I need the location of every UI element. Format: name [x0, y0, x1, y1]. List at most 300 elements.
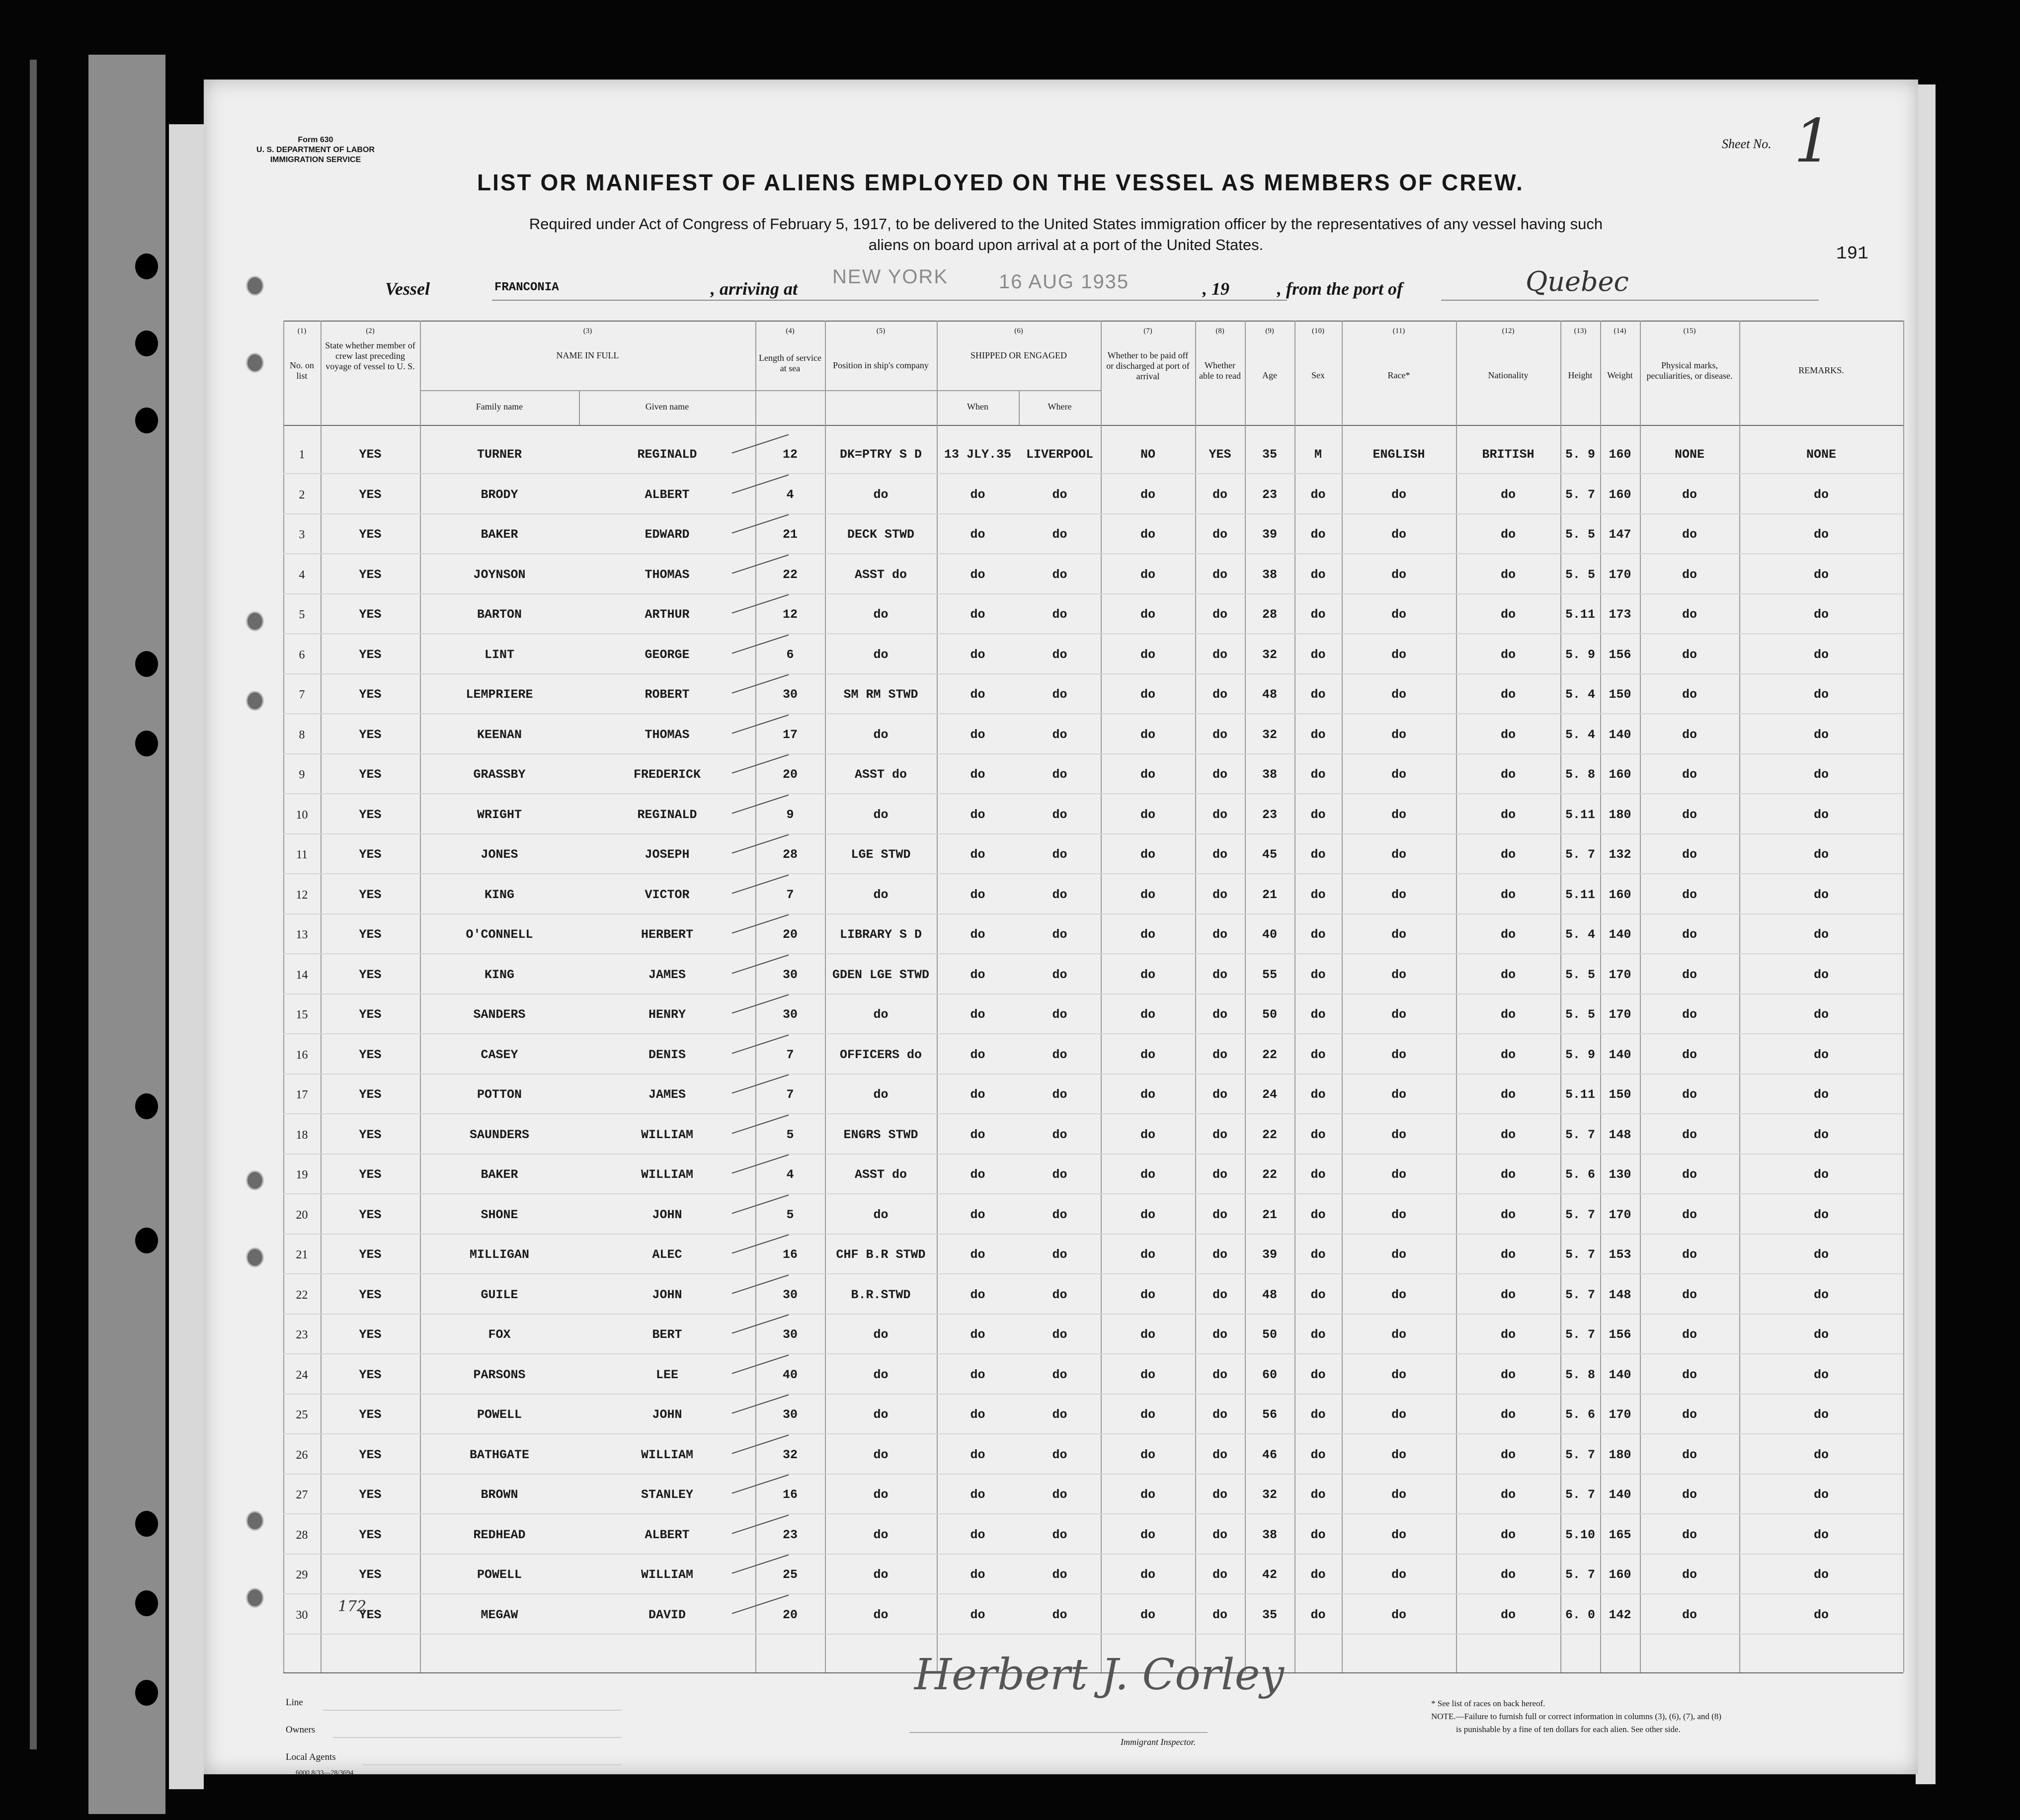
cell-pos: ASST do	[854, 1167, 907, 1182]
line-label: Line	[286, 1697, 303, 1708]
column-number: (7)	[1143, 327, 1152, 335]
cell-family: PARSONS	[473, 1367, 526, 1382]
column-number: (15)	[1683, 327, 1696, 335]
cell-when: do	[970, 567, 985, 582]
cell-read: do	[1212, 687, 1227, 702]
cell-age: 21	[1262, 1207, 1277, 1222]
cell-family: KEENAN	[477, 727, 522, 742]
cell-wt: 148	[1609, 1127, 1631, 1142]
cell-pos: ASST do	[854, 767, 907, 782]
column-divider	[1101, 321, 1102, 1672]
cell-paid: do	[1140, 847, 1155, 862]
cell-us: YES	[359, 1367, 382, 1382]
cell-when: do	[970, 1488, 985, 1502]
cell-age: 32	[1262, 1488, 1277, 1502]
cell-read: do	[1212, 927, 1227, 942]
cell-pos: do	[873, 1367, 889, 1382]
cell-sex: do	[1310, 727, 1326, 742]
cell-family: O'CONNELL	[466, 927, 533, 942]
cell-family: SHONE	[481, 1207, 518, 1222]
cell-len: 40	[782, 1367, 798, 1382]
cell-age: 24	[1262, 1087, 1277, 1102]
row-rule	[283, 593, 1903, 594]
cell-us: YES	[359, 927, 382, 942]
cell-race: do	[1391, 727, 1406, 742]
vessel-underline	[492, 300, 1287, 301]
cell-read: do	[1212, 1367, 1227, 1382]
cell-us: YES	[359, 1527, 382, 1542]
cell-race: do	[1391, 1407, 1406, 1422]
cell-len: 22	[782, 567, 798, 582]
cell-sex: do	[1310, 1367, 1326, 1382]
cell-us: YES	[359, 1447, 382, 1462]
cell-wt: 140	[1609, 1367, 1631, 1382]
column-number: (6)	[1014, 327, 1023, 335]
cell-phys: do	[1682, 1207, 1697, 1222]
cell-paid: do	[1140, 1407, 1155, 1422]
cell-nat: do	[1500, 567, 1516, 582]
column-divider	[1903, 321, 1904, 1672]
cell-when: do	[970, 1167, 985, 1182]
cell-us: YES	[359, 527, 382, 542]
column-number: (10)	[1312, 327, 1324, 335]
cell-len: 30	[782, 1007, 798, 1022]
cell-family: MEGAW	[481, 1607, 518, 1622]
cell-rem: do	[1813, 807, 1829, 822]
cell-rem: do	[1813, 1488, 1829, 1502]
cell-read: do	[1212, 607, 1227, 622]
cell-nat: do	[1500, 487, 1516, 502]
binder-hole	[135, 1093, 158, 1119]
cell-len: 30	[782, 1407, 798, 1422]
cell-where: do	[1052, 1367, 1067, 1382]
cell-ht: 5. 4	[1565, 687, 1595, 702]
row-rule	[283, 1033, 1903, 1034]
cell-no: 4	[299, 568, 305, 581]
cell-race: do	[1391, 1047, 1406, 1062]
cell-paid: do	[1140, 487, 1155, 502]
cell-wt: 140	[1609, 1488, 1631, 1502]
cell-paid: do	[1140, 1367, 1155, 1382]
cell-race: do	[1391, 1127, 1406, 1142]
header-paid-off: Whether to be paid off or discharged at port of arrival	[1106, 350, 1190, 381]
cell-family: SAUNDERS	[469, 1127, 530, 1142]
cell-where: do	[1052, 1167, 1067, 1182]
cell-where: do	[1052, 927, 1067, 942]
column-number: (14)	[1614, 327, 1626, 335]
cell-when: do	[970, 687, 985, 702]
cell-len: 21	[782, 527, 798, 542]
cell-no: 9	[299, 768, 305, 781]
form-number: Form 630	[298, 136, 333, 144]
cell-rem: do	[1813, 767, 1829, 782]
cell-no: 29	[296, 1569, 308, 1581]
cell-wt: 148	[1609, 1287, 1631, 1302]
cell-family: GUILE	[481, 1287, 518, 1302]
binder-rail	[88, 55, 165, 1814]
cell-read: do	[1212, 1607, 1227, 1622]
cell-sex: do	[1310, 1167, 1326, 1182]
from-port: Quebec	[1526, 266, 1629, 297]
cell-nat: do	[1500, 607, 1516, 622]
cell-where: do	[1052, 1327, 1067, 1342]
row-rule	[283, 513, 1903, 514]
cell-us: YES	[359, 1287, 382, 1302]
cell-rem: do	[1813, 1287, 1829, 1302]
cell-nat: do	[1500, 647, 1516, 662]
cell-race: ENGLISH	[1373, 447, 1425, 462]
column-divider	[1640, 321, 1641, 1672]
cell-when: do	[970, 487, 985, 502]
cell-read: do	[1212, 847, 1227, 862]
row-rule	[283, 553, 1903, 554]
cell-paid: do	[1140, 887, 1155, 902]
column-number: (3)	[583, 327, 592, 335]
cell-ht: 5. 7	[1565, 1327, 1595, 1342]
row-rule	[283, 1353, 1903, 1354]
cell-no: 27	[296, 1489, 308, 1501]
cell-given: WILLIAM	[641, 1167, 694, 1182]
cell-read: do	[1212, 1127, 1227, 1142]
cell-nat: do	[1500, 1407, 1516, 1422]
header-when: When	[967, 402, 988, 412]
header-weight: Weight	[1607, 370, 1633, 380]
cell-given: WILLIAM	[641, 1127, 694, 1142]
cell-given: JAMES	[648, 1087, 686, 1102]
column-number: (12)	[1502, 327, 1515, 335]
cell-pos: DK=PTRY S D	[839, 447, 922, 462]
cell-rem: do	[1813, 927, 1829, 942]
vessel-label: Vessel	[385, 279, 430, 299]
cell-where: do	[1052, 1207, 1067, 1222]
row-rule	[283, 1554, 1903, 1555]
cell-read: do	[1212, 887, 1227, 902]
cell-nat: do	[1500, 527, 1516, 542]
cell-no: 2	[299, 488, 305, 501]
cell-len: 32	[782, 1447, 798, 1462]
cell-us: YES	[359, 1127, 382, 1142]
cell-where: do	[1052, 647, 1067, 662]
cell-pos: do	[873, 1207, 889, 1222]
cell-nat: do	[1500, 1047, 1516, 1062]
cell-age: 45	[1262, 847, 1277, 862]
cell-us: YES	[359, 567, 382, 582]
cell-when: do	[970, 807, 985, 822]
cell-ht: 5. 7	[1565, 1488, 1595, 1502]
cell-read: do	[1212, 1167, 1227, 1182]
cell-no: 30	[296, 1608, 308, 1622]
cell-pos: do	[873, 807, 889, 822]
cell-paid: do	[1140, 1167, 1155, 1182]
header-race: Race*	[1387, 370, 1410, 380]
cell-len: 4	[786, 1167, 794, 1182]
row-rule	[283, 713, 1903, 714]
cell-paid: do	[1140, 527, 1155, 542]
cell-given: ALBERT	[645, 487, 690, 502]
punch-hole	[246, 691, 264, 711]
cell-rem: do	[1813, 1327, 1829, 1342]
cell-ht: 5. 7	[1565, 487, 1595, 502]
cell-race: do	[1391, 1327, 1406, 1342]
cell-nat: do	[1500, 687, 1516, 702]
cell-paid: do	[1140, 1287, 1155, 1302]
cell-family: KING	[484, 887, 514, 902]
cell-pos: do	[873, 607, 889, 622]
cell-read: do	[1212, 1087, 1227, 1102]
cell-race: do	[1391, 1447, 1406, 1462]
footnote	[1431, 1697, 1893, 1736]
cell-given: THOMAS	[645, 727, 690, 742]
row-rule	[283, 913, 1903, 914]
cell-nat: do	[1500, 1607, 1516, 1622]
cell-no: 1	[299, 448, 305, 461]
cell-given: HERBERT	[641, 927, 694, 942]
cell-given: DENIS	[648, 1047, 686, 1062]
cell-ht: 5. 7	[1565, 1568, 1595, 1582]
cell-rem: do	[1813, 1568, 1829, 1582]
cell-where: do	[1052, 967, 1067, 982]
cell-us: YES	[359, 607, 382, 622]
cell-nat: do	[1500, 1087, 1516, 1102]
local-agents-label: Local Agents	[286, 1752, 336, 1762]
cell-when: do	[970, 727, 985, 742]
cell-age: 39	[1262, 1247, 1277, 1262]
cell-phys: NONE	[1674, 447, 1704, 462]
cell-us: YES	[359, 1167, 382, 1182]
cell-pos: do	[873, 487, 889, 502]
cell-age: 48	[1262, 687, 1277, 702]
cell-given: REGINALD	[637, 807, 697, 822]
cell-when: do	[970, 1447, 985, 1462]
cell-ht: 5. 7	[1565, 1447, 1595, 1462]
cell-given: HENRY	[648, 1007, 686, 1022]
cell-phys: do	[1682, 567, 1697, 582]
cell-paid: do	[1140, 567, 1155, 582]
cell-where: do	[1052, 1287, 1067, 1302]
cell-ht: 5. 8	[1565, 1367, 1595, 1382]
cell-pos: do	[873, 727, 889, 742]
cell-nat: do	[1500, 1367, 1516, 1382]
cell-nat: do	[1500, 807, 1516, 822]
header-given-name: Given name	[645, 402, 689, 412]
cell-wt: 170	[1609, 567, 1631, 582]
cell-race: do	[1391, 687, 1406, 702]
cell-when: do	[970, 887, 985, 902]
cell-phys: do	[1682, 1527, 1697, 1542]
cell-race: do	[1391, 1527, 1406, 1542]
cell-where: do	[1052, 1247, 1067, 1262]
cell-when: do	[970, 767, 985, 782]
cell-ht: 5.11	[1565, 807, 1595, 822]
sheet-number: 1	[1794, 107, 1832, 176]
cell-wt: 160	[1609, 447, 1631, 462]
cell-given: REGINALD	[637, 447, 697, 462]
cell-paid: do	[1140, 1047, 1155, 1062]
cell-paid: do	[1140, 647, 1155, 662]
cell-age: 48	[1262, 1287, 1277, 1302]
binder-hole	[135, 1680, 158, 1706]
cell-nat: do	[1500, 1247, 1516, 1262]
cell-where: do	[1052, 727, 1067, 742]
cell-paid: do	[1140, 967, 1155, 982]
row-rule	[283, 1593, 1903, 1594]
cell-age: 22	[1262, 1167, 1277, 1182]
cell-paid: do	[1140, 1007, 1155, 1022]
cell-no: 13	[296, 928, 308, 941]
header-position: Position in ship's company	[833, 360, 929, 370]
cell-age: 32	[1262, 727, 1277, 742]
binder-hole	[135, 253, 158, 279]
cell-ht: 5.10	[1565, 1527, 1595, 1542]
cell-paid: do	[1140, 807, 1155, 822]
cell-us: YES	[359, 967, 382, 982]
punch-hole	[246, 1247, 264, 1267]
cell-when: do	[970, 1568, 985, 1582]
fine-note-1: NOTE.—Failure to furnish full or correct information in columns (3), (6), (7), and (8)	[1431, 1712, 1721, 1721]
cell-age: 23	[1262, 487, 1277, 502]
cell-age: 56	[1262, 1407, 1277, 1422]
cell-where: do	[1052, 1447, 1067, 1462]
cell-len: 20	[782, 927, 798, 942]
row-rule	[283, 1074, 1903, 1075]
cell-phys: do	[1682, 1568, 1697, 1582]
fine-note-2: is punishable by a fine of ten dollars for each alien. See other side.	[1456, 1725, 1681, 1734]
sheet-edge	[1916, 84, 1936, 1784]
cell-race: do	[1391, 567, 1406, 582]
column-number: (4)	[786, 327, 795, 335]
cell-given: WILLIAM	[641, 1447, 694, 1462]
cell-pos: do	[873, 1087, 889, 1102]
cell-sex: do	[1310, 1568, 1326, 1582]
service: IMMIGRATION SERVICE	[270, 156, 361, 164]
cell-len: 23	[782, 1527, 798, 1542]
column-divider	[1342, 321, 1343, 1672]
cell-rem: do	[1813, 967, 1829, 982]
cell-rem: do	[1813, 687, 1829, 702]
cell-family: LEMPRIERE	[466, 687, 533, 702]
cell-when: do	[970, 1407, 985, 1422]
cell-phys: do	[1682, 1127, 1697, 1142]
header-able-to-read: Whether able to read	[1199, 360, 1241, 381]
cell-given: ARTHUR	[645, 607, 690, 622]
cell-given: BERT	[652, 1327, 682, 1342]
cell-pos: B.R.STWD	[851, 1287, 911, 1302]
cell-given: ROBERT	[645, 687, 690, 702]
binder-hole	[135, 731, 158, 756]
header-remarks: REMARKS.	[1798, 365, 1844, 375]
cell-wt: 165	[1609, 1527, 1631, 1542]
punch-hole	[246, 1511, 264, 1531]
cell-pos: do	[873, 1407, 889, 1422]
column-number: (13)	[1574, 327, 1587, 335]
header-where: Where	[1048, 402, 1072, 412]
cell-us: YES	[359, 767, 382, 782]
cell-no: 10	[296, 808, 308, 822]
cell-read: do	[1212, 1568, 1227, 1582]
cell-age: 23	[1262, 807, 1277, 822]
cell-nat: do	[1500, 967, 1516, 982]
row-rule	[283, 953, 1903, 954]
row-rule	[283, 1193, 1903, 1194]
column-divider	[755, 321, 756, 1672]
cell-given: WILLIAM	[641, 1568, 694, 1582]
cell-wt: 180	[1609, 807, 1631, 822]
cell-family: BATHGATE	[469, 1447, 530, 1462]
cell-ht: 5. 7	[1565, 1247, 1595, 1262]
cell-wt: 147	[1609, 527, 1631, 542]
cell-rem: do	[1813, 847, 1829, 862]
cell-len: 30	[782, 687, 798, 702]
cell-no: 15	[296, 1008, 308, 1021]
cell-us: YES	[359, 447, 382, 462]
date-stamp: 16 AUG 1935	[999, 271, 1130, 293]
cell-phys: do	[1682, 1447, 1697, 1462]
column-divider	[1739, 321, 1740, 1672]
cell-rem: do	[1813, 1167, 1829, 1182]
cell-age: 22	[1262, 1127, 1277, 1142]
column-divider	[1195, 321, 1196, 1672]
cell-wt: 142	[1609, 1607, 1631, 1622]
cell-rem: do	[1813, 1447, 1829, 1462]
cell-race: do	[1391, 967, 1406, 982]
cell-no: 16	[296, 1048, 308, 1062]
row-rule	[283, 1113, 1903, 1114]
header-no-on-list: No. on list	[290, 360, 314, 381]
cell-rem: do	[1813, 1007, 1829, 1022]
row-rule	[283, 1314, 1903, 1315]
header-shipped-or-engaged: SHIPPED OR ENGAGED	[970, 350, 1067, 360]
cell-rem: do	[1813, 1127, 1829, 1142]
cell-phys: do	[1682, 1287, 1697, 1302]
from-port-label: , from the port of	[1277, 279, 1403, 299]
cell-read: YES	[1209, 447, 1231, 462]
cell-nat: do	[1500, 927, 1516, 942]
cell-wt: 140	[1609, 1047, 1631, 1062]
header-physical-marks: Physical marks, peculiarities, or disease.	[1646, 360, 1733, 381]
cell-sex: do	[1310, 1407, 1326, 1422]
cell-wt: 160	[1609, 767, 1631, 782]
cell-wt: 160	[1609, 887, 1631, 902]
cell-paid: do	[1140, 767, 1155, 782]
cell-sex: do	[1310, 767, 1326, 782]
cell-read: do	[1212, 1287, 1227, 1302]
cell-len: 30	[782, 967, 798, 982]
cell-phys: do	[1682, 727, 1697, 742]
cell-where: do	[1052, 527, 1067, 542]
column-divider	[1456, 321, 1457, 1672]
cell-phys: do	[1682, 1327, 1697, 1342]
cell-paid: do	[1140, 1127, 1155, 1142]
cell-given: FREDERICK	[633, 767, 701, 782]
binder-hole	[135, 1511, 158, 1537]
cell-race: do	[1391, 1247, 1406, 1262]
cell-given: VICTOR	[645, 887, 690, 902]
cell-family: BROWN	[481, 1488, 518, 1502]
cell-no: 8	[299, 728, 305, 742]
cell-sex: do	[1310, 1127, 1326, 1142]
arriving-port-stamp: NEW YORK	[832, 266, 949, 288]
cell-family: GRASSBY	[473, 767, 526, 782]
cell-us: YES	[359, 847, 382, 862]
cell-where: do	[1052, 1047, 1067, 1062]
cell-len: 28	[782, 847, 798, 862]
cell-age: 28	[1262, 607, 1277, 622]
cell-phys: do	[1682, 1047, 1697, 1062]
cell-when: do	[970, 1367, 985, 1382]
cell-ht: 5.11	[1565, 607, 1595, 622]
cell-age: 60	[1262, 1367, 1277, 1382]
cell-when: do	[970, 1287, 985, 1302]
